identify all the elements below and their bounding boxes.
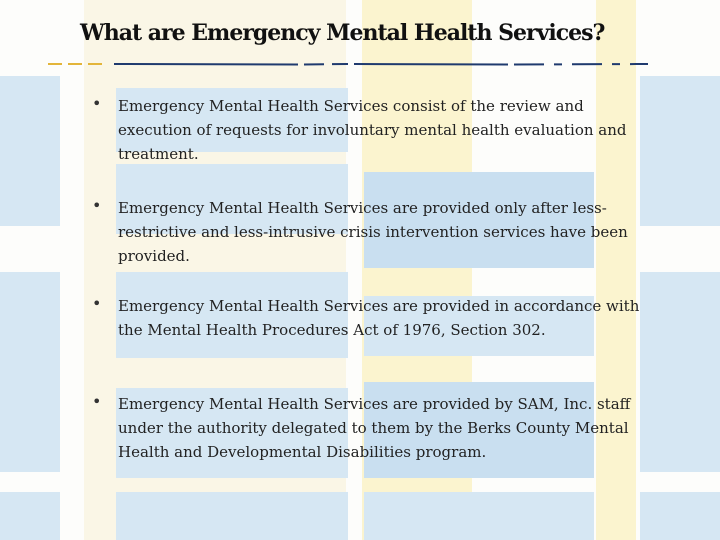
title-underline	[48, 61, 648, 67]
bullet-text: Emergency Mental Health Services are provided only after less-restrictive and less-intrusive crisis intervention services have been provided.	[118, 199, 628, 265]
bullet-icon: •	[92, 94, 102, 113]
background-block	[0, 492, 60, 540]
background-block	[116, 492, 348, 540]
bullet-icon: •	[92, 392, 102, 411]
bullet-icon: •	[92, 196, 102, 215]
page-title: What are Emergency Mental Health Services?	[80, 20, 605, 46]
bullet-text: Emergency Mental Health Services consist of the review and execution of requests for involuntary mental health evaluation and treatment.	[118, 97, 627, 163]
bullet-text: Emergency Mental Health Services are provided in accordance with the Mental Health Procedures Act of 1976, Section 302.	[118, 297, 640, 339]
background-block	[0, 272, 60, 472]
background-block	[364, 492, 594, 540]
background-block	[640, 492, 720, 540]
bullet-icon: •	[92, 294, 102, 313]
background-block	[0, 76, 60, 226]
bullet-text: Emergency Mental Health Services are provided by SAM, Inc. staff under the authority delegated to them by the Berks County Mental Health and Developmental Disabilities program.	[118, 395, 631, 461]
